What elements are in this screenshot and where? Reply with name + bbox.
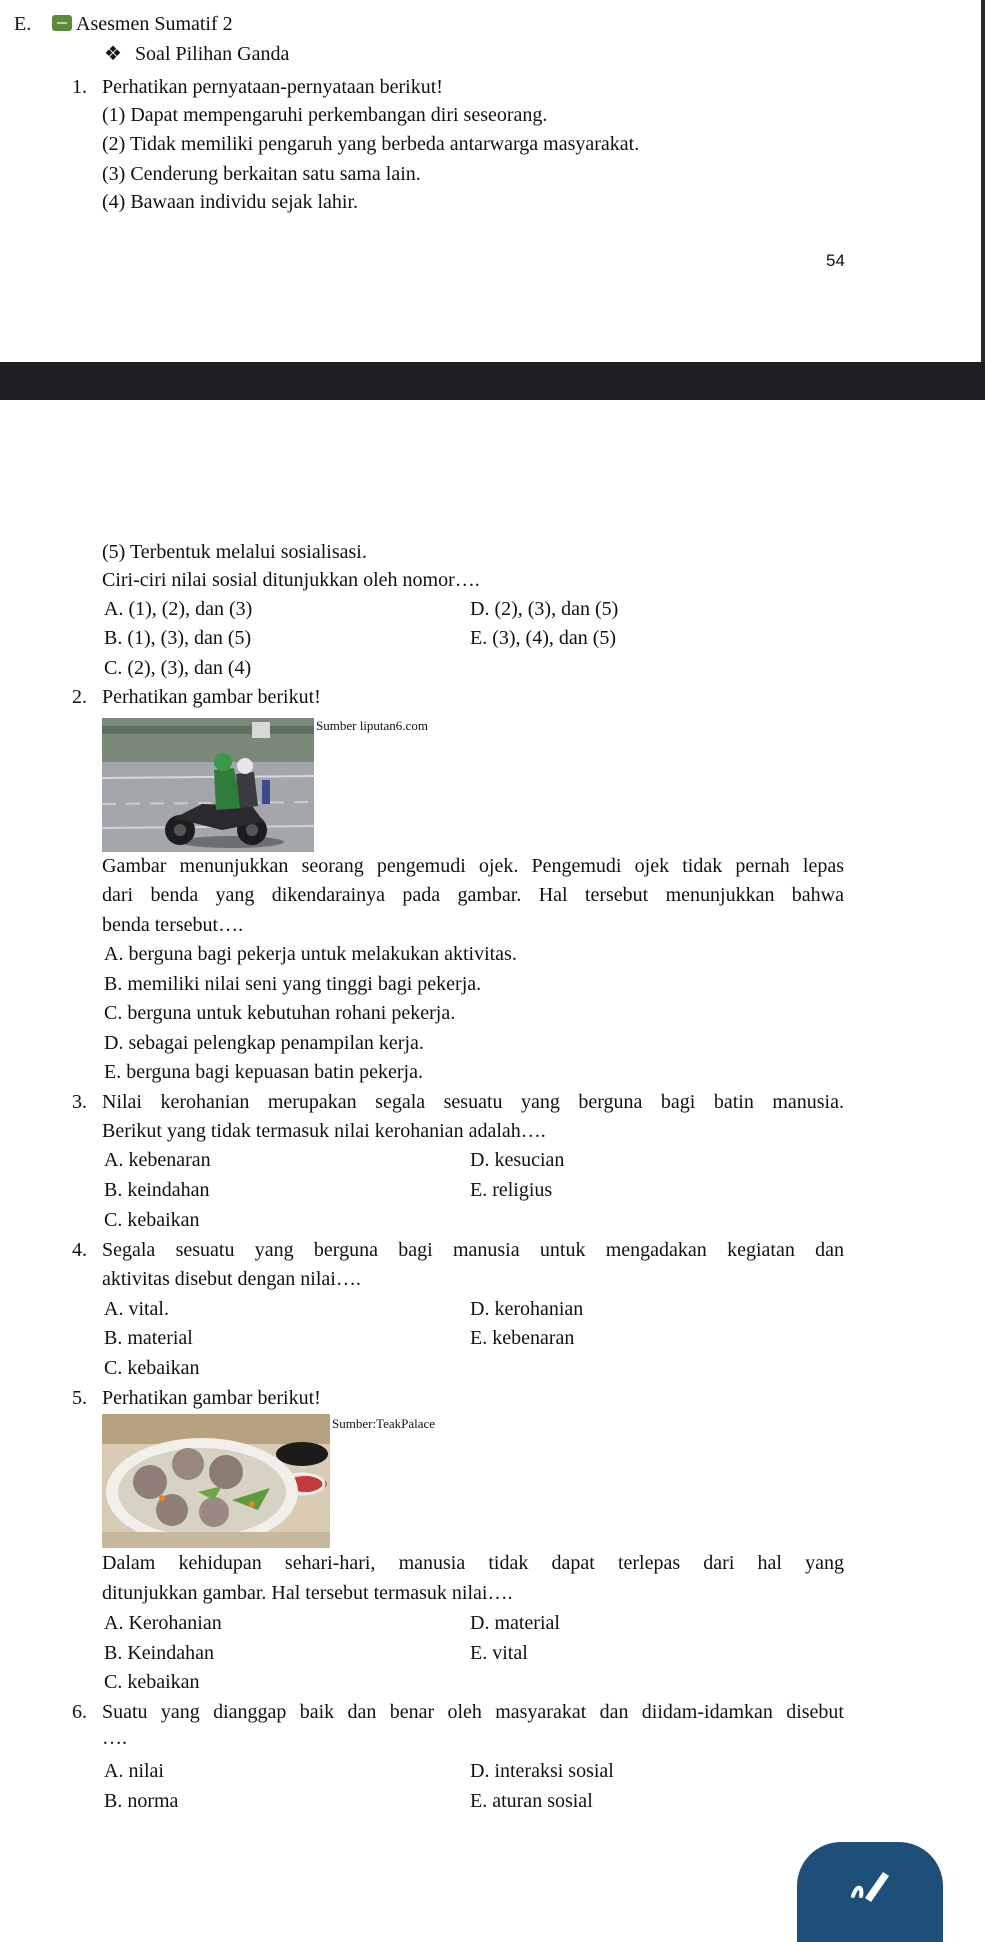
q5-option-c: C. kebaikan [104, 1671, 200, 1693]
ojek-illustration [102, 718, 314, 852]
q1-option-a: A. (1), (2), dan (3) [104, 598, 253, 620]
section-title [52, 12, 233, 37]
bakso-photo [102, 1414, 330, 1548]
q4-option-c: C. kebaikan [104, 1357, 200, 1379]
q2-desc-line-2: dari benda yang dikendarainya pada gambar. Hal tersebut menunjukkan bahwa [102, 884, 844, 906]
q2-option-a: A. berguna bagi pekerja untuk melakukan aktivitas. [104, 943, 517, 965]
q1-number: 1. [72, 76, 87, 98]
q5-option-d: D. material [470, 1612, 560, 1634]
q3-line-1: Nilai kerohanian merupakan segala sesuatu yang berguna bagi batin manusia. [102, 1091, 844, 1113]
q2-image-source: Sumber liputan6.com [316, 718, 428, 733]
q1-statement-4: (4) Bawaan individu sejak lahir. [102, 191, 359, 213]
q2-desc-line-3: benda tersebut…. [102, 914, 244, 936]
q2-stem: Perhatikan gambar berikut! [102, 686, 321, 708]
q2-desc-line-1: Gambar menunjukkan seorang pengemudi ojek. Pengemudi ojek tidak pernah lepas [102, 855, 844, 877]
q5-line-1: Dalam kehidupan sehari-hari, manusia tidak dapat terlepas dari hal yang [102, 1552, 844, 1574]
q3-option-e: E. religius [470, 1179, 553, 1201]
q2-option-b: B. memiliki nilai seni yang tinggi bagi pekerja. [104, 973, 482, 995]
q2-option-d: D. sebagai pelengkap penampilan kerja. [104, 1032, 424, 1054]
q4-line-2: aktivitas disebut dengan nilai…. [102, 1268, 361, 1290]
q6-option-b: B. norma [104, 1790, 179, 1812]
q1-statement-1: (1) Dapat mempengaruhi perkembangan diri seseorang. [102, 104, 548, 126]
q1-option-b: B. (1), (3), dan (5) [104, 627, 252, 649]
q4-option-b: B. material [104, 1327, 193, 1349]
subheading [104, 42, 289, 67]
q6-line-2: …. [102, 1727, 127, 1749]
subheading-text: Soal Pilihan Ganda [134, 43, 290, 65]
q1-statement-3: (3) Cenderung berkaitan satu sama lain. [102, 163, 421, 185]
q1-stem: Perhatikan pernyataan-pernyataan berikut! [102, 76, 443, 98]
page-gap-band [0, 362, 985, 400]
q1-option-d: D. (2), (3), dan (5) [470, 598, 619, 620]
q6-option-a: A. nilai [104, 1760, 164, 1782]
q4-option-e: E. kebenaran [470, 1327, 575, 1349]
q1-option-c: C. (2), (3), dan (4) [104, 657, 252, 679]
ojek-photo [102, 718, 314, 852]
q4-option-a: A. vital. [104, 1298, 169, 1320]
q5-option-a: A. Kerohanian [104, 1612, 222, 1634]
page-number: 54 [826, 251, 845, 270]
edit-fab-button[interactable] [797, 1842, 943, 1942]
q3-option-d: D. kesucian [470, 1149, 565, 1171]
q2-number: 2. [72, 686, 87, 708]
q1-question: Ciri-ciri nilai sosial ditunjukkan oleh nomor…. [102, 569, 480, 591]
page-edge [981, 0, 985, 362]
q1-statement-2: (2) Tidak memiliki pengaruh yang berbeda antarwarga masyarakat. [102, 133, 640, 155]
q4-line-1: Segala sesuatu yang berguna bagi manusia untuk mengadakan kegiatan dan [102, 1239, 844, 1261]
q2-option-e: E. berguna bagi kepuasan batin pekerja. [104, 1061, 423, 1083]
q5-image-source: Sumber:TeakPalace [332, 1416, 436, 1431]
q6-number: 6. [72, 1701, 87, 1723]
q3-option-a: A. kebenaran [104, 1149, 211, 1171]
q1-option-e: E. (3), (4), dan (5) [470, 627, 617, 649]
q2-option-c: C. berguna untuk kebutuhan rohani pekerja. [104, 1002, 456, 1024]
q5-option-b: B. Keindahan [104, 1642, 214, 1664]
q6-line-1: Suatu yang dianggap baik dan benar oleh masyarakat dan diidam-idamkan disebut [102, 1701, 844, 1723]
q1-statement-5: (5) Terbentuk melalui sosialisasi. [102, 541, 367, 563]
q6-option-d: D. interaksi sosial [470, 1760, 614, 1782]
q3-number: 3. [72, 1091, 87, 1113]
q5-line-2: ditunjukkan gambar. Hal tersebut termasuk nilai…. [102, 1582, 513, 1604]
q5-number: 5. [72, 1387, 87, 1409]
q5-stem: Perhatikan gambar berikut! [102, 1387, 321, 1409]
pencil-icon [849, 1862, 893, 1902]
q3-line-2: Berikut yang tidak termasuk nilai kerohanian adalah…. [102, 1120, 546, 1142]
section-letter: E. [14, 13, 32, 35]
bakso-illustration [102, 1414, 330, 1548]
q3-option-c: C. kebaikan [104, 1209, 200, 1231]
q4-number: 4. [72, 1239, 87, 1261]
section-badge-icon [52, 15, 72, 31]
q3-option-b: B. keindahan [104, 1179, 210, 1201]
q5-option-e: E. vital [470, 1642, 528, 1664]
section-title-text: Asesmen Sumatif 2 [76, 13, 233, 35]
diamond-bullet-icon: ❖ [104, 43, 122, 65]
q6-option-e: E. aturan sosial [470, 1790, 593, 1812]
q4-option-d: D. kerohanian [470, 1298, 584, 1320]
